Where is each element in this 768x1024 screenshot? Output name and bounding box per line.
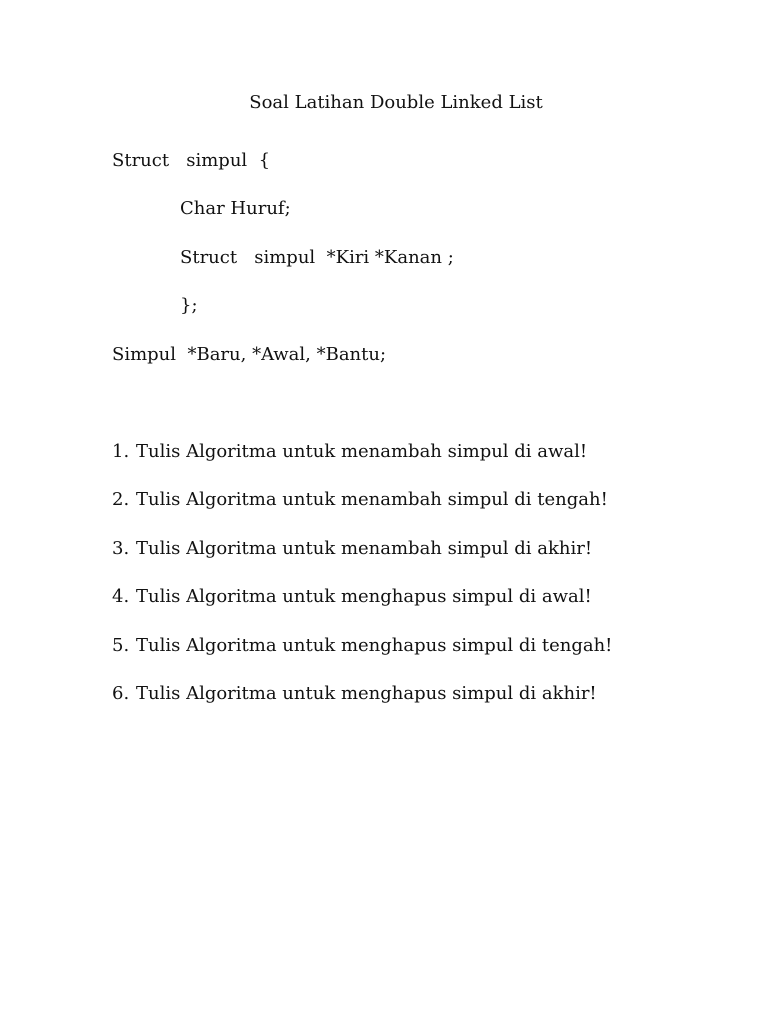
code-pointer-fields: Struct simpul *Kiri *Kanan ; (180, 247, 454, 268)
list-item-text: Tulis Algoritma untuk menghapus simpul di akhir! (136, 682, 597, 704)
code-struct-declaration: Struct simpul { (112, 150, 271, 171)
question-list (112, 440, 612, 730)
list-item-text: Tulis Algoritma untuk menghapus simpul di tengah! (136, 634, 613, 656)
document-title: Soal Latihan Double Linked List (249, 92, 543, 113)
list-item-number: 3. (112, 537, 130, 559)
list-item-text: Tulis Algoritma untuk menambah simpul di akhir! (136, 537, 593, 559)
code-struct-close: }; (180, 295, 198, 316)
list-item (112, 537, 612, 585)
list-item (112, 488, 612, 536)
list-item-number: 6. (112, 682, 130, 704)
list-item (112, 682, 612, 730)
list-item-number: 5. (112, 634, 130, 656)
list-item-text: Tulis Algoritma untuk menambah simpul di awal! (136, 441, 588, 462)
code-char-field: Char Huruf; (180, 198, 291, 219)
list-item (112, 634, 612, 682)
list-item-text: Tulis Algoritma untuk menghapus simpul di awal! (136, 586, 592, 608)
list-item (112, 585, 612, 633)
list-item-text: Tulis Algoritma untuk menambah simpul di tengah! (136, 489, 608, 511)
code-variable-declaration: Simpul *Baru, *Awal, *Bantu; (112, 344, 387, 365)
list-item (112, 440, 612, 488)
list-item-number: 2. (112, 489, 130, 511)
list-item-number: 1. (112, 441, 130, 462)
list-item-number: 4. (112, 586, 130, 608)
